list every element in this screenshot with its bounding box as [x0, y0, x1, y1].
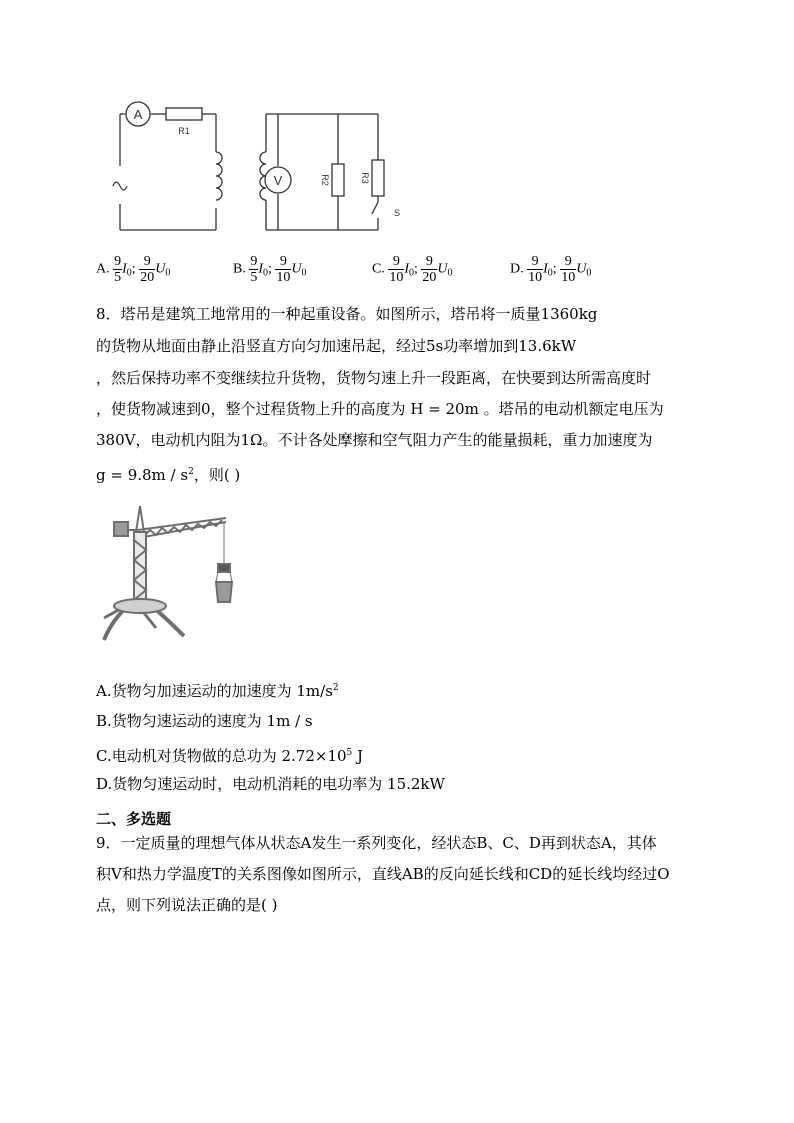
q7-option-b: B. $\frac{9}{5}$ $I_0$; $\frac{9}{10}$ $U_0$: [233, 254, 307, 285]
r1-label: R1: [178, 126, 190, 136]
resistor-r3: [372, 160, 384, 196]
tower-crane-image: [98, 500, 258, 650]
q8-stem-line-6: $g = 9.8m / s^2$，则( ): [96, 466, 241, 484]
q9-stem-line-2: 积V和热力学温度T的关系图像如图所示，直线AB的反向延长线和CD的延长线均经过O: [96, 865, 670, 883]
q8-option-c: C.电动机对货物做的总功为 $2.72\times 10^5$ J: [96, 747, 364, 765]
transformer-circuit-diagram: [100, 96, 400, 236]
q8-option-b: B.货物匀速运动的速度为 1m / s: [96, 712, 313, 730]
r2-label: R2: [320, 174, 330, 186]
switch-label: S: [393, 208, 400, 218]
q8-stem-line-2: 的货物从地面由静止沿竖直方向匀加速吊起，经过5s功率增加到13.6kW: [96, 337, 577, 355]
q8-stem-line-5: 380V，电动机内阻为1Ω。不计各处摩擦和空气阻力产生的能量损耗，重力加速度为: [96, 431, 653, 449]
q9-stem-line-3: 点，则下列说法正确的是( ): [96, 896, 278, 914]
q8-stem-line-3: ，然后保持功率不变继续拉升货物，货物匀速上升一段距离，在快要到达所需高度时: [96, 369, 652, 387]
ac-source-icon: [113, 182, 127, 190]
q9-stem-line-1: 9．一定质量的理想气体从状态A发生一系列变化，经状态B、C、D再到状态A，其体: [96, 834, 657, 852]
voltmeter-label: V: [273, 173, 283, 188]
q7-option-d: D. $\frac{9}{10}$ $I_0$; $\frac{9}{10}$ $U_0$: [510, 254, 592, 285]
section-heading-multiple-choice: 二、多选题: [96, 810, 172, 828]
q7-option-a: A. $\frac{9}{5}$ $I_0$; $\frac{9}{20}$ $U_0$: [96, 254, 171, 285]
voltmeter-icon: [265, 167, 291, 193]
q8-option-a: A.货物匀加速运动的加速度为 $1m/s^2$: [96, 682, 339, 700]
ammeter-icon: [126, 102, 150, 126]
q8-stem-line-1: 8．塔吊是建筑工地常用的一种起重设备。如图所示，塔吊将一质量1360kg: [96, 305, 598, 323]
resistor-r1: [166, 108, 202, 120]
resistor-r2: [332, 164, 344, 196]
ammeter-label: A: [133, 107, 143, 122]
q7-option-c: C. $\frac{9}{10}$ $I_0$; $\frac{9}{20}$ $U_0$: [372, 254, 453, 285]
q8-stem-line-4: ，使货物减速到0，整个过程货物上升的高度为 H = 20m 。塔吊的电动机额定电压为: [96, 400, 664, 418]
r3-label: R3: [360, 172, 370, 184]
q8-option-d: D.货物匀速运动时，电动机消耗的电功率为 15.2kW: [96, 775, 445, 793]
